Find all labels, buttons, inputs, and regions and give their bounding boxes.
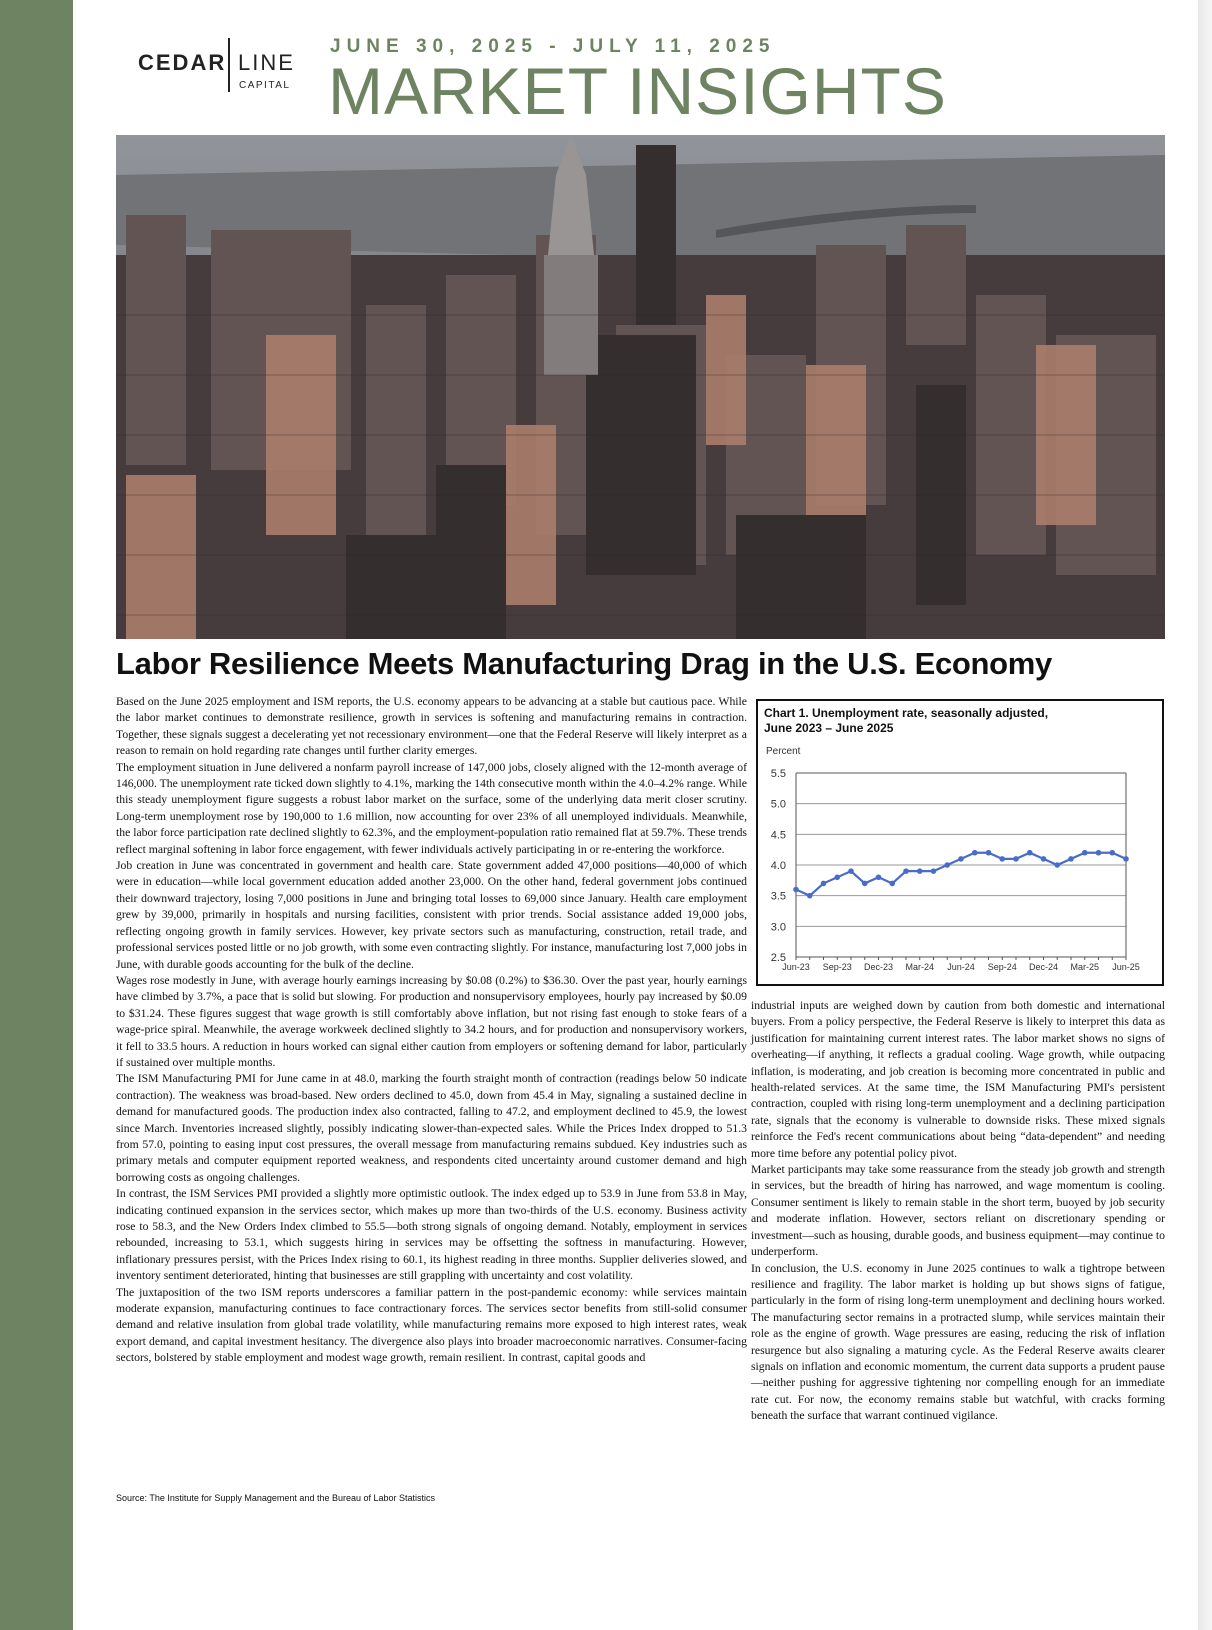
chart-canvas: [758, 701, 1162, 984]
chart-ytick-label: 5.5: [770, 768, 786, 780]
chart-data-point: [1082, 850, 1088, 856]
date-range: JUNE 30, 2025 - JULY 11, 2025: [330, 36, 776, 57]
article-right-column: [751, 998, 1165, 1425]
chart-data-point: [917, 868, 923, 874]
source-note: Source: The Institute for Supply Management and the Bureau of Labor Statistics: [116, 1493, 436, 1503]
brand-logo: [138, 36, 298, 92]
unemployment-chart: [756, 699, 1164, 986]
chart-subtitle: June 2023 – June 2025: [764, 721, 894, 735]
chart-data-point: [848, 868, 854, 874]
chart-data-point: [999, 856, 1005, 862]
city-skyline-illustration: [116, 135, 1165, 639]
chart-data-point: [1041, 856, 1047, 862]
chart-xtick-label: Jun-24: [947, 962, 975, 972]
paragraph: Based on the June 2025 employment and ISM reports, the U.S. economy appears to be advancing at a stable but cautious pace. While the labor market continues to demonstrate resilience, growth in services is softening and manufacturing remains in contraction. Together, these signals suggest a decelerating yet not recessionary environment—one that the Federal Reserve will likely interpret as a reason to remain on hold regarding rate changes until further clarity emerges.: [116, 695, 747, 758]
hero-city-photo: [116, 135, 1165, 639]
paragraph: Job creation in June was concentrated in government and health care. State government added 47,000 positions—40,000 of which were in education—while local government education added another 23,000. On the other hand, federal government jobs continued their downward trajectory, losing 7,000 positions in June and bringing total losses to 69,000 since January. Health care employment grew by 39,000, primarily in hospitals and nursing facilities, consistent with prior trends. Social assistance added 19,000 jobs, reflecting ongoing growth in family services. However, key private sectors such as manufacturing, construction, retail trade, and professional services posted little or no job growth, with some even contracting slightly. For instance, manufacturing lost 7,000 jobs in June, with durable goods accounting for the bulk of the decline.: [116, 859, 747, 971]
chart-data-point: [793, 887, 799, 893]
paragraph: In conclusion, the U.S. economy in June 2025 continues to walk a tightrope between resilience and fragility. The labor market is holding up but shows signs of fatigue, particularly in the form of rising long-term unemployment and declining hours worked. The manufacturing sector remains in a protracted slump, while services maintain their role as the engine of growth. Wage pressures are easing, reducing the risk of inflation resurgence but also signaling a maturing cycle. As the Federal Reserve awaits clearer signals on inflation and economic momentum, the current data supports a prudent pause—neither pushing for aggressive tightening nor compelling enough for an immediate rate cut. For now, the economy remains stable but watchful, with cracks forming beneath the surface that warrant continued vigilance.: [751, 1261, 1165, 1423]
chart-ytick-label: 5.0: [770, 798, 786, 811]
paragraph: Wages rose modestly in June, with average hourly earnings increasing by $0.08 (0.2%) to $36.30. Over the past year, hourly earnings have climbed by 3.7%, a pace that is solid but slowing. For production and nonsupervisory employees, hourly pay increased by $0.09 to $31.24. These figures suggest that wage growth is still comfortably above inflation, but not rising fast enough to stoke fears of a wage-price spiral. Meanwhile, the average workweek declined slightly to 34.2 hours, and for production and nonsupervisory workers, it fell to 33.5 hours. A reduction in hours worked can signal either caution from employers or softening demand for labor, particularly if sustained over multiple months.: [116, 973, 747, 1069]
chart-data-point: [986, 850, 992, 856]
chart-xtick-label: Sep-23: [822, 962, 852, 972]
chart-xtick-label: Jun-25: [1112, 962, 1140, 972]
paragraph: The juxtaposition of the two ISM reports underscores a familiar pattern in the post-pandemic economy: while services maintain moderate expansion, manufacturing continues to face contractionary forces. The services sector benefits from still-solid consumer demand and relative insulation from global trade volatility, while manufacturing remains more exposed to high interest rates, weak export demand, and capital investment hesitancy. The divergence also plays into broader macroeconomic narratives. Consumer-facing sectors, bolstered by stable employment and modest wage growth, remain resilient. In contrast, capital goods and: [116, 1285, 747, 1365]
paragraph: The employment situation in June delivered a nonfarm payroll increase of 147,000 jobs, closely aligned with the 12-month average of 146,000. The unemployment rate ticked down slightly to 4.1%, marking the 14th consecutive month within the 4.0–4.2% range. While this steady unemployment figure suggests a robust labor market on the surface, some of the underlying data merit closer scrutiny. Long-term unemployment rose by 190,000 to 1.6 million, now accounting for over 23% of all unemployed individuals. Meanwhile, the labor force participation rate declined slightly to 62.3%, and the employment-population ratio remained flat at 59.7%. These trends reflect marginal softening in labor force engagement, with fewer individuals actively participating in or re-entering the workforce.: [116, 760, 747, 856]
chart-data-point: [1054, 862, 1060, 868]
chart-xtick-label: Mar-25: [1070, 962, 1100, 972]
logo-word-right: LINE: [238, 50, 295, 75]
paragraph: Market participants may take some reassurance from the steady job growth and strength in services, but the breadth of hiring has narrowed, and wage momentum is cooling. Consumer sentiment is likely to remain stable in the short term, buoyed by job security and moderate inflation. However, sectors reliant on discretionary spending or investment—such as housing, durable goods, and business equipment—may continue to underperform.: [751, 1163, 1165, 1259]
chart-data-point: [876, 874, 882, 880]
chart-title: Chart 1. Unemployment rate, seasonally adjusted,: [764, 706, 1049, 720]
chart-xtick-label: Mar-24: [905, 962, 935, 972]
logo-divider: [228, 38, 230, 92]
chart-data-point: [958, 856, 964, 862]
chart-xtick-label: Sep-24: [987, 962, 1017, 972]
article-left-column: [116, 694, 747, 1367]
chart-ytick-label: 4.0: [770, 860, 786, 872]
chart-data-point: [1013, 856, 1019, 862]
chart-data-point: [1096, 850, 1102, 856]
chart-ytick-label: 3.0: [770, 921, 786, 934]
chart-data-point: [862, 881, 868, 887]
chart-ytick-label: 4.5: [770, 829, 786, 842]
paragraph: industrial inputs are weighed down by caution from both domestic and international buyers. From a policy perspective, the Federal Reserve is likely to interpret this data as justification for maintaining current interest rates. The labor market shows no signs of overheating—if anything, it reflects a gradual cooling. Wage growth, while outpacing inflation, is moderating, and job creation is becoming more concentrated in public and health-related services. At the same time, the ISM Manufacturing PMI's persistent contraction, coupled with rising long-term unemployment and a declining participation rate, signals that the economy is vulnerable to downside risks. These mixed signals reinforce the Fed's recent communications about being “data-dependent” and needing more time before any potential policy pivot.: [751, 999, 1165, 1160]
logo-subtitle: CAPITAL: [239, 80, 291, 91]
chart-data-point: [807, 893, 813, 899]
chart-data-point: [1027, 850, 1033, 856]
chart-ylabel: Percent: [766, 746, 801, 757]
chart-data-point: [1109, 850, 1115, 856]
chart-ytick-label: 2.5: [770, 952, 786, 964]
page-edge: [1198, 0, 1212, 1630]
left-accent-bar: [0, 0, 73, 1630]
chart-data-point: [944, 862, 950, 868]
paragraph: The ISM Manufacturing PMI for June came in at 48.0, marking the fourth straight month of contraction (readings below 50 indicate contraction). The weakness was broad-based. New orders declined to 45.0, down from 45.4 in May, signaling a sustained decline in demand for manufactured goods. The production index also contracted, falling to 47.2, and employment declined to 45.9, the lowest since March. Inventories increased slightly, possibly indicating slower-than-expected sales. While the Prices Index dropped to 51.3 from 57.0, pointing to easing input cost pressures, the overall message from manufacturing remains subdued. Key industries such as primary metals and computer equipment reported weakness, and respondents cited uncertainty around customer demand and high borrowing costs as ongoing challenges.: [116, 1072, 747, 1184]
logo-word-left: CEDAR: [138, 50, 227, 75]
paragraph: In contrast, the ISM Services PMI provided a slightly more optimistic outlook. The index edged up to 53.9 in June from 53.8 in May, indicating continued expansion in the services sector, which makes up more than two-thirds of the U.S. economy. Business activity rose to 58.3, and the New Orders Index climbed to 55.5—both strong signals of ongoing demand. Notably, employment in services rebounded, increasing to 53.1, which suggests hiring in services may be offsetting the softness in manufacturing. However, inflationary pressures persist, with the Prices Index rising to 60.1, its highest reading in three months. Supplier deliveries slowed, and inventory sentiment deteriorated, hinting that businesses are still grappling with uncertainty and cost volatility.: [116, 1187, 747, 1283]
chart-data-point: [1068, 856, 1074, 862]
chart-xtick-label: Dec-23: [863, 962, 894, 972]
chart-ytick-label: 3.5: [770, 890, 786, 903]
masthead-title: MARKET INSIGHTS: [328, 54, 947, 128]
chart-xtick-label: Jun-23: [782, 962, 810, 972]
chart-data-point: [972, 850, 978, 856]
chart-data-point: [1123, 856, 1129, 862]
chart-data-point: [889, 881, 895, 887]
chart-xtick-label: Dec-24: [1028, 962, 1059, 972]
chart-data-point: [821, 881, 827, 887]
chart-data-point: [931, 868, 937, 874]
chart-data-point: [903, 868, 909, 874]
article-headline: Labor Resilience Meets Manufacturing Drag in the U.S. Economy: [116, 646, 1052, 681]
chart-data-point: [834, 874, 840, 880]
